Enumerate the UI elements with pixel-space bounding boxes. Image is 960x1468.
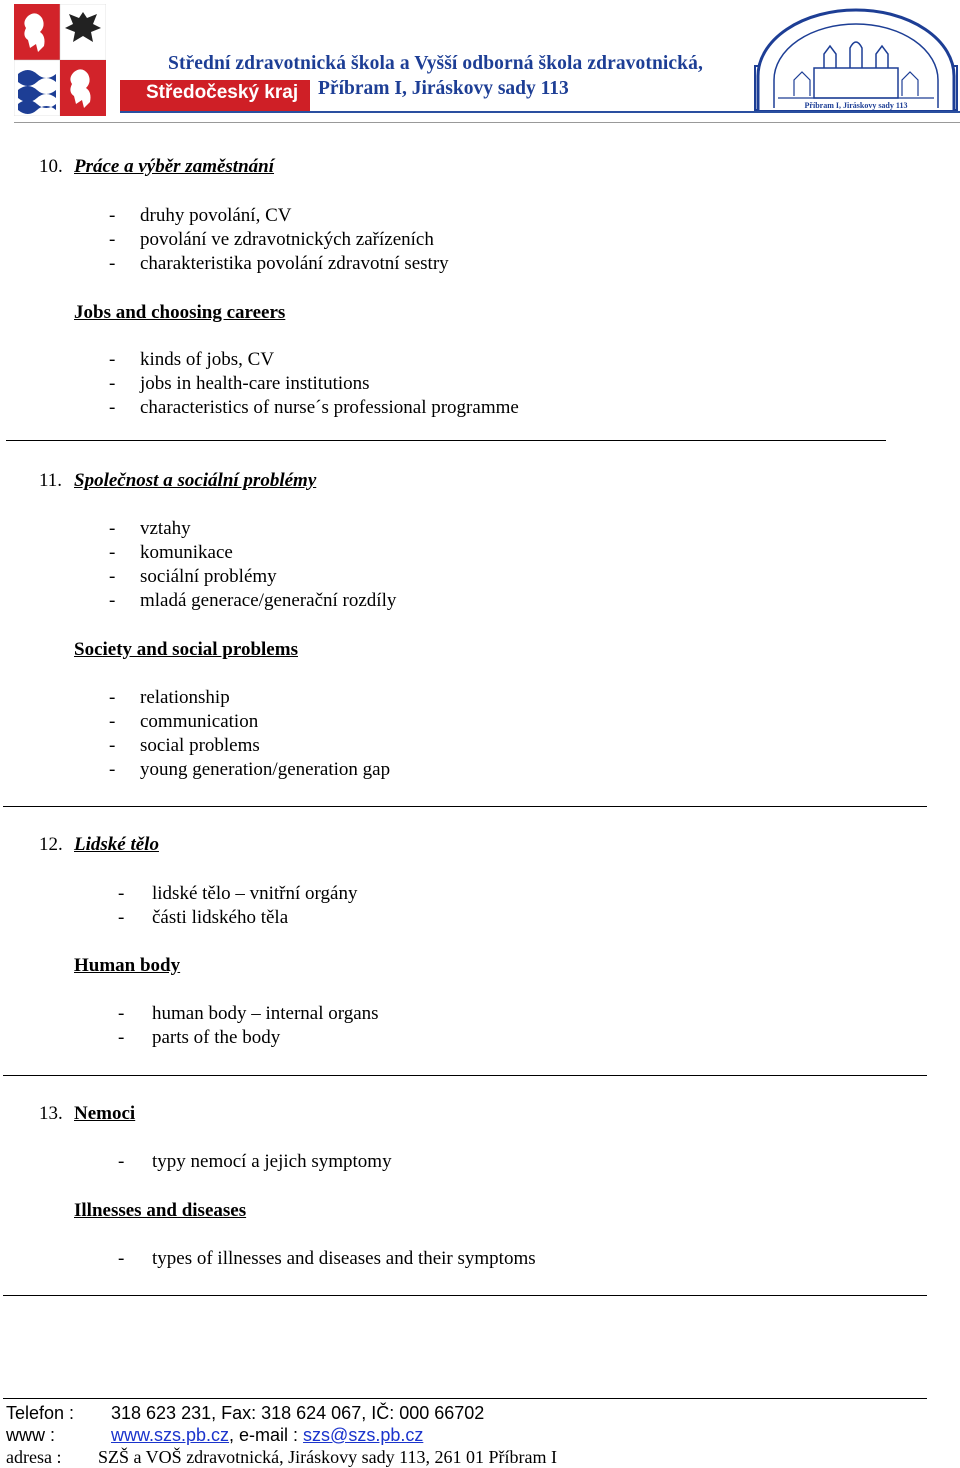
footer-address [6,1447,557,1467]
list-item: - human body – internal organs [118,1003,379,1024]
section-divider [6,440,886,441]
list-item: - jobs in health-care institutions [109,373,370,394]
school-seal-icon [754,6,958,112]
section-title-en: Human body [74,955,181,976]
list-item: - relationship [109,687,230,708]
section-title-cz: Společnost a sociální problémy [74,470,317,491]
list-item: - druhy povolání, CV [109,205,292,226]
letterhead [0,0,960,125]
svg-text:Příbram I, Jiráskovy sady 113: Příbram I, Jiráskovy sady 113 [804,101,908,110]
list-item: - types of illnesses and diseases and their symptoms [118,1248,536,1269]
list-item: - části lidského těla [118,907,289,928]
school-address: Příbram I, Jiráskovy sady 113 [318,78,569,99]
footer-phone [6,1403,484,1423]
list-item: - vztahy [109,518,191,539]
section-title-en: Illnesses and diseases [74,1200,247,1221]
header-bottom-rule [14,122,960,123]
section-divider [3,1075,927,1076]
section-number: 11. [39,470,63,491]
list-item: - young generation/generation gap [109,759,391,780]
section-title-en: Society and social problems [74,639,298,660]
list-item: - communication [109,711,259,732]
list-item: - parts of the body [118,1027,281,1048]
section-number: 10. [39,156,63,177]
section-number: 12. [39,834,63,855]
phone-label: Telefon : [6,1403,75,1423]
list-item: - characteristics of nurse´s professional programme [109,397,519,418]
section-title-cz: Nemoci [74,1103,136,1124]
list-item: - sociální problémy [109,566,277,587]
list-item: - mladá generace/generační rozdíly [109,590,397,611]
school-name: Střední zdravotnická škola a Vyšší odborná škola zdravotnická, [168,53,703,74]
list-item: - komunikace [109,542,233,563]
website-link[interactable]: www.szs.pb.cz [111,1425,230,1445]
section-divider [3,1295,927,1296]
list-item: - povolání ve zdravotnických zařízeních [109,229,434,250]
section-number: 13. [39,1103,63,1124]
address-label: adresa : [6,1447,62,1467]
regional-coat-of-arms-icon [14,4,106,116]
email-link[interactable]: szs@szs.pb.cz [303,1425,424,1445]
list-item: - social problems [109,735,260,756]
region-banner [120,80,310,112]
footer-web [6,1425,423,1445]
footer-rule [3,1398,927,1399]
list-item: - lidské tělo – vnitřní orgány [118,883,358,904]
address-value: SZŠ a VOŠ zdravotnická, Jiráskovy sady 113, 261 01 Příbram I [98,1447,557,1467]
region-label: Středočeský kraj [146,82,299,103]
list-item: - charakteristika povolání zdravotní sestry [109,253,449,274]
section-title-cz: Lidské tělo [74,834,159,855]
list-item: - kinds of jobs, CV [109,349,275,370]
www-label: www : [6,1425,55,1445]
section-title-cz: Práce a výběr zaměstnání [74,156,275,177]
section-title-en: Jobs and choosing careers [74,302,286,323]
email-separator: , e-mail : [229,1425,304,1445]
section-divider [3,806,927,807]
list-item: - typy nemocí a jejich symptomy [118,1151,392,1172]
phone-value: 318 623 231, Fax: 318 624 067, IČ: 000 66702 [111,1403,485,1423]
